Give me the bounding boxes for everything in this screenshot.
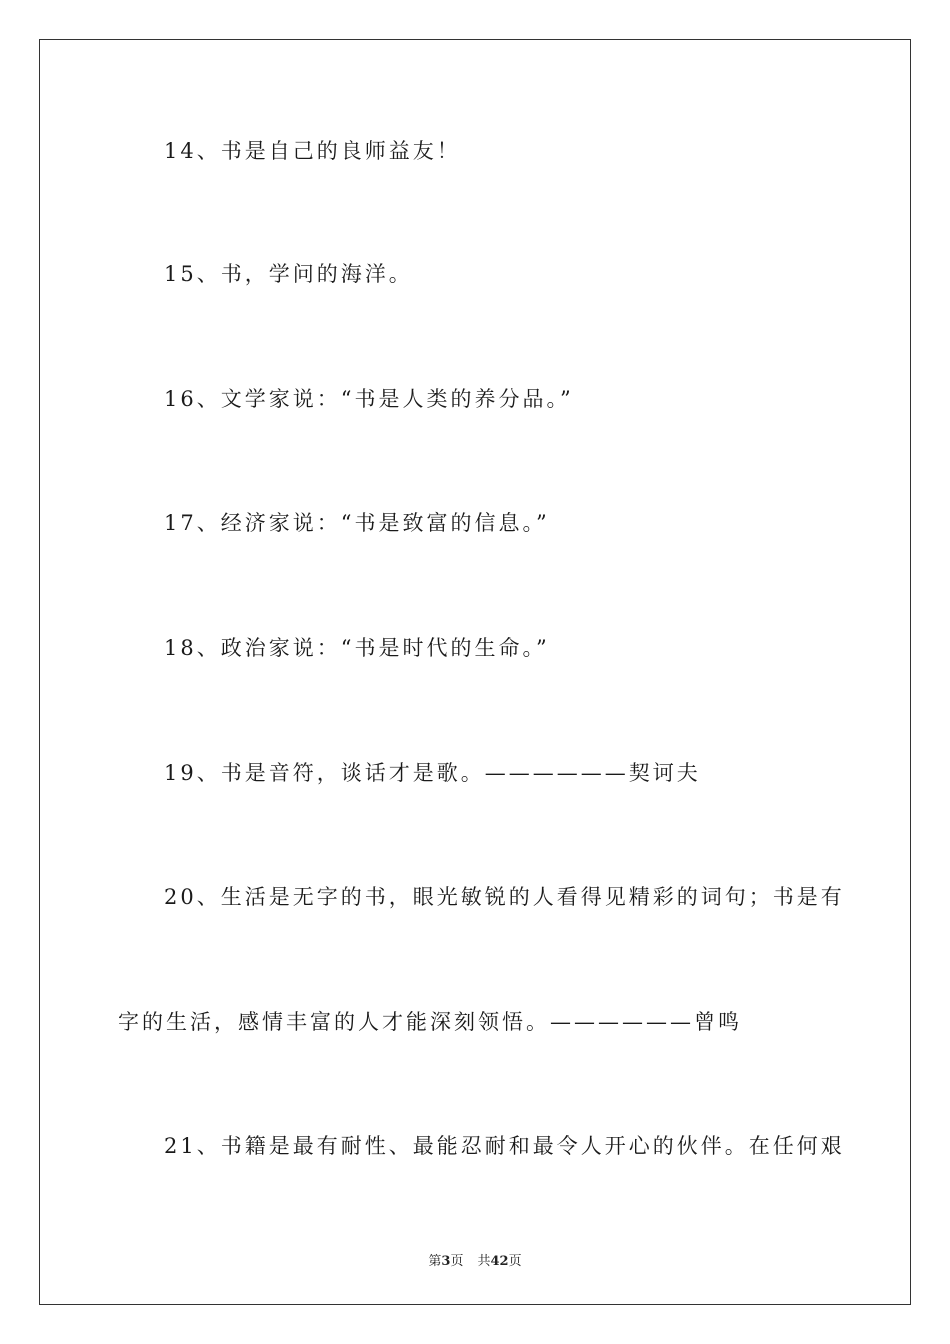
footer-page-suffix: 页 xyxy=(450,1254,464,1269)
footer-page-prefix: 第 xyxy=(428,1254,442,1269)
footer-total-suffix: 页 xyxy=(508,1254,522,1269)
quote-line-18: 18、政治家说：“书是时代的生命。” xyxy=(164,636,550,660)
quote-line-19: 19、书是音符，谈话才是歌。——————契诃夫 xyxy=(164,761,701,785)
page-frame xyxy=(39,39,911,1305)
quote-line-20b: 字的生活，感情丰富的人才能深刻领悟。——————曾鸣 xyxy=(118,1010,742,1034)
quote-line-17: 17、经济家说：“书是致富的信息。” xyxy=(164,511,550,535)
quote-line-14: 14、书是自己的良师益友！ xyxy=(164,139,461,163)
footer-total-prefix: 共 xyxy=(477,1254,491,1269)
quote-line-21: 21、书籍是最有耐性、最能忍耐和最令人开心的伙伴。在任何艰 xyxy=(164,1134,845,1158)
quote-line-20a: 20、生活是无字的书，眼光敏锐的人看得见精彩的词句；书是有 xyxy=(164,885,845,909)
quote-line-15: 15、书，学问的海洋。 xyxy=(164,262,413,286)
page-footer xyxy=(40,1250,910,1269)
footer-page-total: 42 xyxy=(490,1254,509,1269)
quote-line-16: 16、文学家说：“书是人类的养分品。” xyxy=(164,387,574,411)
footer-page-current: 3 xyxy=(441,1254,451,1269)
